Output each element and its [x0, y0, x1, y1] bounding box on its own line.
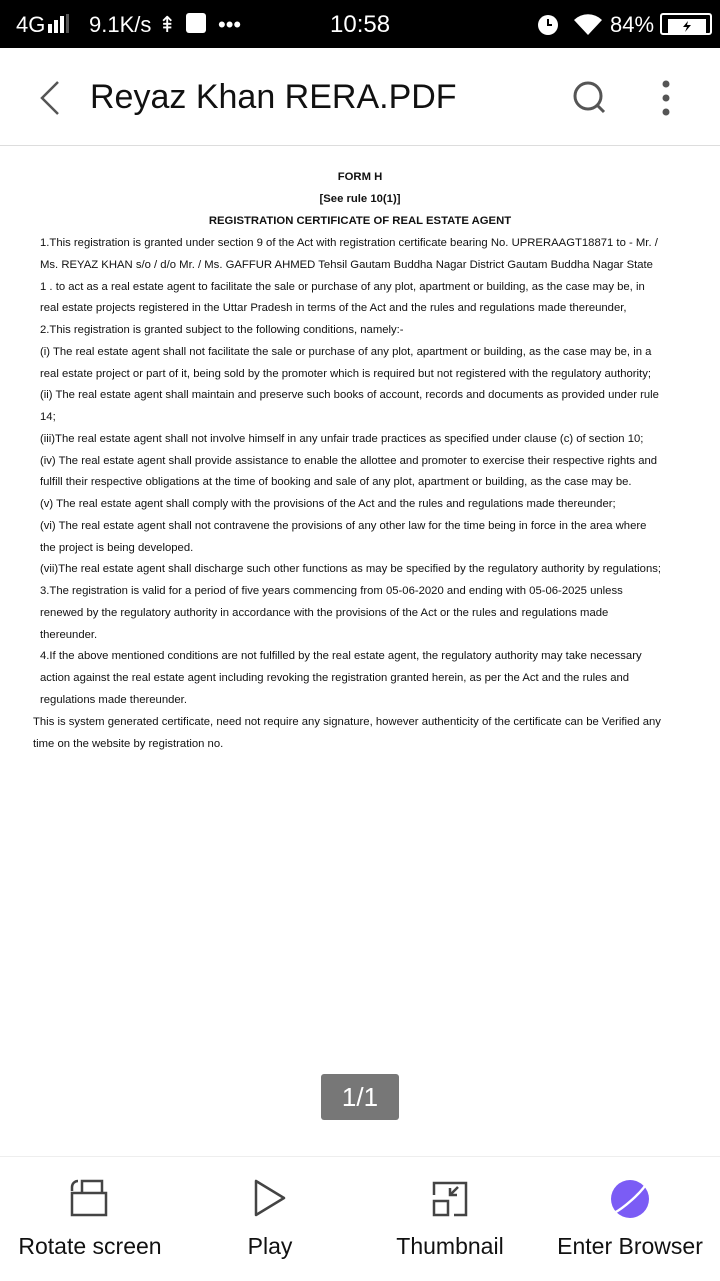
- clock: 10:58: [330, 11, 391, 38]
- document-line: real estate project or part of it, being sold by the promoter which is required but not registered with the regulatory authority;: [40, 367, 651, 380]
- play-icon: [248, 1177, 292, 1221]
- thumbnail-button[interactable]: [360, 1157, 540, 1281]
- search-button[interactable]: [570, 78, 610, 123]
- thumbnail-label: Thumbnail: [396, 1233, 504, 1259]
- document-line: the project is being developed.: [40, 541, 194, 554]
- alarm-icon: [536, 12, 560, 42]
- certificate-heading: REGISTRATION CERTIFICATE OF REAL ESTATE AGENT: [208, 215, 512, 227]
- thumbnail-icon: [428, 1177, 472, 1221]
- document-line: renewed by the regulatory authority in accordance with the provisions of the Act or the rules and regulations made: [40, 606, 609, 619]
- usb-debug-icon: [186, 13, 206, 33]
- document-line: (iv) The real estate agent shall provide assistance to enable the allottee and promoter to exercise their respective rights and: [40, 454, 658, 467]
- rotate-screen-label: Rotate screen: [18, 1233, 162, 1259]
- pdf-page[interactable]: [0, 146, 720, 1156]
- back-button[interactable]: [36, 78, 64, 123]
- status-bar: [0, 0, 720, 48]
- form-title: FORM H: [337, 171, 383, 183]
- document-line: Ms. REYAZ KHAN s/o / d/o Mr. / Ms. GAFFUR AHMED Tehsil Gautam Buddha Nagar District Gautam Buddha Nagar State: [40, 258, 653, 271]
- battery-icon: [660, 13, 712, 35]
- document-line: (i) The real estate agent shall not facilitate the sale or purchase of any plot, apartment or building, as the case may be, in a: [40, 345, 652, 358]
- document-line: 14;: [40, 411, 56, 423]
- document-line: (ii) The real estate agent shall maintain and preserve such books of account, records and documents as provided under rule: [40, 389, 659, 402]
- rotate-screen-button[interactable]: [0, 1157, 180, 1281]
- more-notifications-icon: •••: [218, 12, 242, 37]
- play-button[interactable]: [180, 1157, 360, 1281]
- document-line: 1 . to act as a real estate agent to facilitate the sale or purchase of any plot, apartment or building, as the case may be, in: [40, 280, 645, 293]
- enter-browser-label: Enter Browser: [557, 1233, 703, 1259]
- document-line: real estate projects registered in the Uttar Pradesh in terms of the Act and the rules and regulations made thereunder,: [40, 302, 627, 315]
- document-line: regulations made thereunder.: [40, 693, 187, 706]
- document-line: 1.This registration is granted under section 9 of the Act with registration certificate bearing No. UPRERAAGT18871 to - Mr. /: [40, 237, 658, 249]
- bottom-toolbar: [0, 1156, 720, 1280]
- browser-planet-icon: [608, 1177, 652, 1221]
- play-label: Play: [247, 1233, 293, 1259]
- wifi-icon: [572, 12, 606, 42]
- document-line: (vii)The real estate agent shall discharge such other functions as may be specified by the regulatory authority by regulations;: [40, 563, 662, 576]
- usb-icon: ⇞: [158, 12, 177, 37]
- document-title: Reyaz Khan RERA.PDF: [90, 78, 457, 116]
- app-bar: [0, 48, 720, 146]
- more-options-button[interactable]: [656, 78, 676, 123]
- enter-browser-button[interactable]: [540, 1157, 720, 1281]
- rotate-screen-icon: [68, 1177, 112, 1221]
- document-line: action against the real estate agent including revoking the registration granted herein, as per the Act and the rules and: [40, 672, 630, 684]
- page-indicator: 1/1: [321, 1074, 399, 1120]
- document-line: 4.If the above mentioned conditions are not fulfilled by the real estate agent, the regulatory authority may take necessary: [40, 650, 642, 663]
- network-speed: 9.1K/s: [89, 12, 152, 37]
- document-line: fulfill their respective obligations at the time of booking and sale of any plot, apartment or building, as the case may be.: [40, 476, 632, 489]
- footer-note-line: time on the website by registration no.: [33, 737, 224, 750]
- signal-icon: [48, 14, 72, 40]
- document-line: 3.The registration is valid for a period of five years commencing from 05-06-2020 and ending with 05-06-2025 unless: [40, 585, 623, 597]
- document-line: (vi) The real estate agent shall not contravene the provisions of any other law for the time being in force in the area where: [40, 519, 647, 532]
- document-line: (v) The real estate agent shall comply with the provisions of the Act and the rules and regulations made thereunder;: [40, 498, 616, 510]
- form-rule: [See rule 10(1)]: [319, 193, 401, 205]
- network-type: 4G: [16, 12, 46, 37]
- document-line: thereunder.: [40, 628, 98, 641]
- document-line: 2.This registration is granted subject to the following conditions, namely:-: [40, 324, 404, 336]
- battery-percent: 84%: [610, 12, 655, 37]
- document-line: (iii)The real estate agent shall not involve himself in any unfair trade practices as specified under clause (c) of section 10;: [40, 432, 644, 445]
- footer-note-line: This is system generated certificate, need not require any signature, however authenticity of the certificate can be Verified any: [33, 716, 661, 728]
